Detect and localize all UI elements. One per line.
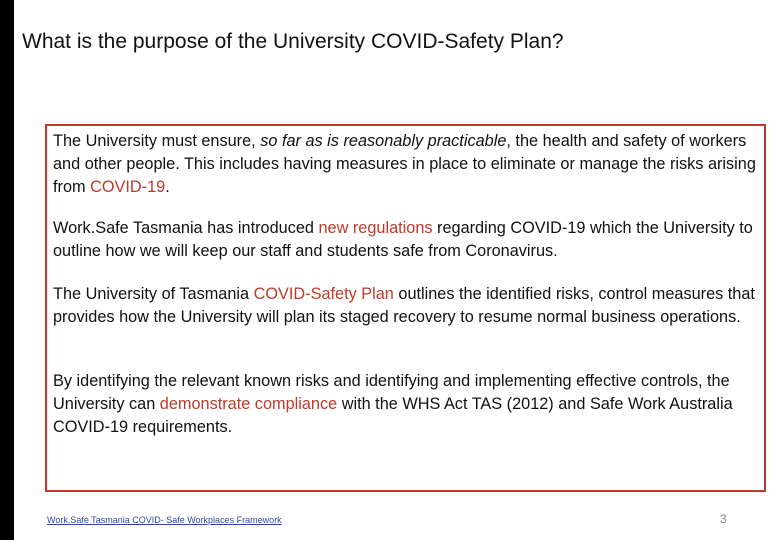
paragraph-text: outlines the identified risks, control measures that provides how the University will plan its staged recovery to resume normal business operations. (53, 285, 755, 326)
paragraph-text: . (165, 178, 170, 196)
highlight-covid-safety-plan: COVID-Safety Plan (253, 285, 394, 303)
paragraph-text: Work.Safe Tasmania has introduced (53, 219, 319, 237)
paragraph-text: By identifying the relevant known risks and identifying and implementing effective controls, the University can (53, 372, 730, 413)
page-number: 3 (720, 512, 727, 526)
highlight-new-regulations: new regulations (318, 219, 433, 237)
paragraph-text: with the WHS Act TAS (2012) and Safe Work Australia COVID-19 requirements. (53, 395, 733, 436)
slide-title: What is the purpose of the University COVID-Safety Plan? (22, 30, 564, 53)
paragraph-text: , the health and safety of workers and other people. This includes having measures in place to eliminate or manage the risks arising from (53, 132, 756, 196)
paragraph-covid-safety-plan (53, 283, 769, 329)
left-edge-bar (0, 0, 14, 540)
framework-footer-link[interactable]: Work.Safe Tasmania COVID- Safe Workplaces Framework (47, 515, 282, 525)
paragraph-text: The University of Tasmania (53, 285, 254, 303)
paragraph-text: regarding COVID-19 which the University to outline how we will keep our staff and students safe from Coronavirus. (53, 219, 753, 260)
italic-phrase: so far as is reasonably practicable (260, 132, 507, 150)
paragraph-text: The University must ensure, (53, 132, 261, 150)
paragraph-reasonably-practicable (53, 130, 769, 199)
paragraph-new-regulations (53, 217, 769, 263)
highlight-demonstrate-compliance: demonstrate compliance (159, 395, 338, 413)
paragraph-demonstrate-compliance (53, 370, 769, 439)
highlight-covid-19: COVID-19 (90, 178, 166, 196)
